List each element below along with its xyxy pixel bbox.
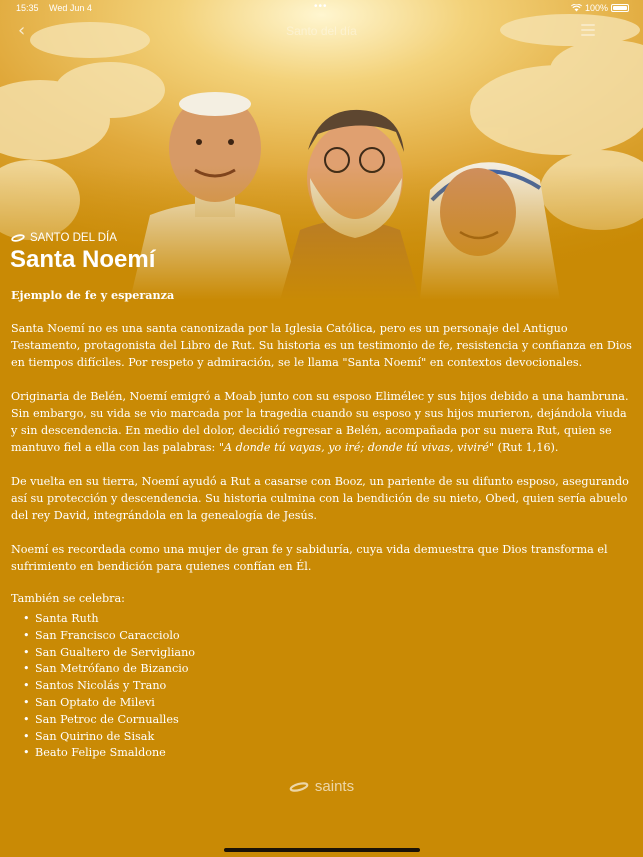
paragraph-1: Santa Noemí no es una santa canonizada por la Iglesia Católica, pero es un personaje del Antiguo Testamento, protagonista del Libro de Rut. Su historia es un testimonio de fe, resistencia y confianza en Dios en tiempos difíciles. Por respeto y admiración, se le llama "Santa Noemí" en contextos devocionales. <box>11 322 632 369</box>
paragraph-3: De vuelta en su tierra, Noemí ayudó a Rut a casarse con Booz, un pariente de su difunto esposo, asegurando así su protección y descendencia. Su historia culmina con la bendición de su nieto, Obed, quien sería abuelo del rey David, integrándola en la genealogía de Jesús. <box>11 475 629 522</box>
battery-icon <box>611 4 629 12</box>
paragraph-2 <box>11 388 633 456</box>
eyebrow-label: SANTO DEL DÍA <box>30 232 117 244</box>
multitasking-dots[interactable]: ••• <box>314 1 328 12</box>
halo-logo-icon <box>289 782 309 792</box>
list-item: • San Quirino de Sisak <box>35 729 633 746</box>
status-date: Wed Jun 4 <box>49 3 92 13</box>
nav-title: Santo del día <box>286 24 357 38</box>
celebrations-list <box>11 611 633 762</box>
wifi-icon <box>571 4 582 12</box>
navigation-bar <box>0 18 643 44</box>
status-time: 15:35 <box>16 3 39 13</box>
bible-quote: "A donde tú vayas, yo iré; donde tú vivas, viviré" <box>218 441 495 454</box>
list-item: • San Petroc de Cornualles <box>35 712 633 729</box>
paragraph-4: Noemí es recordada como una mujer de gran fe y sabiduría, cuya vida demuestra que Dios transforma el sufrimiento en bendición para quienes confían en Él. <box>11 543 608 573</box>
home-indicator[interactable] <box>224 848 420 852</box>
list-item: • San Gualtero de Servigliano <box>35 645 633 662</box>
brand-logo <box>0 778 643 795</box>
list-item: • Santa Ruth <box>35 611 633 628</box>
section-eyebrow <box>11 232 117 244</box>
also-celebrated-label: También se celebra: <box>11 592 125 605</box>
paragraph-2-text: Originaria de Belén, Noemí emigró a Moab junto con su esposo Elimélec y sus hijos debido a una hambruna. Sin embargo, su vida se vio marcada por la tragedia cuando su esposo y sus hijos murieron, dejándola viuda y sin descendencia. En medio del dolor, decidió regresar a Belén, acompañada por su nuera Rut, quien se mantuvo fiel a ella con las palabras: <box>11 390 629 454</box>
brand-name: saints <box>314 778 355 795</box>
chevron-left-icon: ‹ <box>18 20 26 41</box>
battery-percent: 100% <box>584 3 608 13</box>
list-item: • San Metrófano de Bizancio <box>35 661 633 678</box>
article-subtitle: Ejemplo de fe y esperanza <box>11 288 175 302</box>
list-item: • San Optato de Milevi <box>35 695 633 712</box>
page-title: Santa Noemí <box>10 246 156 273</box>
status-bar <box>0 0 643 16</box>
list-item: • San Francisco Caracciolo <box>35 628 633 645</box>
halo-icon <box>11 234 25 242</box>
list-icon <box>581 24 595 36</box>
list-item: • Santos Nicolás y Trano <box>35 678 633 695</box>
bible-reference: (Rut 1,16). <box>494 441 559 454</box>
list-item: • Beato Felipe Smaldone <box>35 745 633 762</box>
article-body <box>11 288 633 762</box>
menu-button[interactable] <box>581 24 595 36</box>
